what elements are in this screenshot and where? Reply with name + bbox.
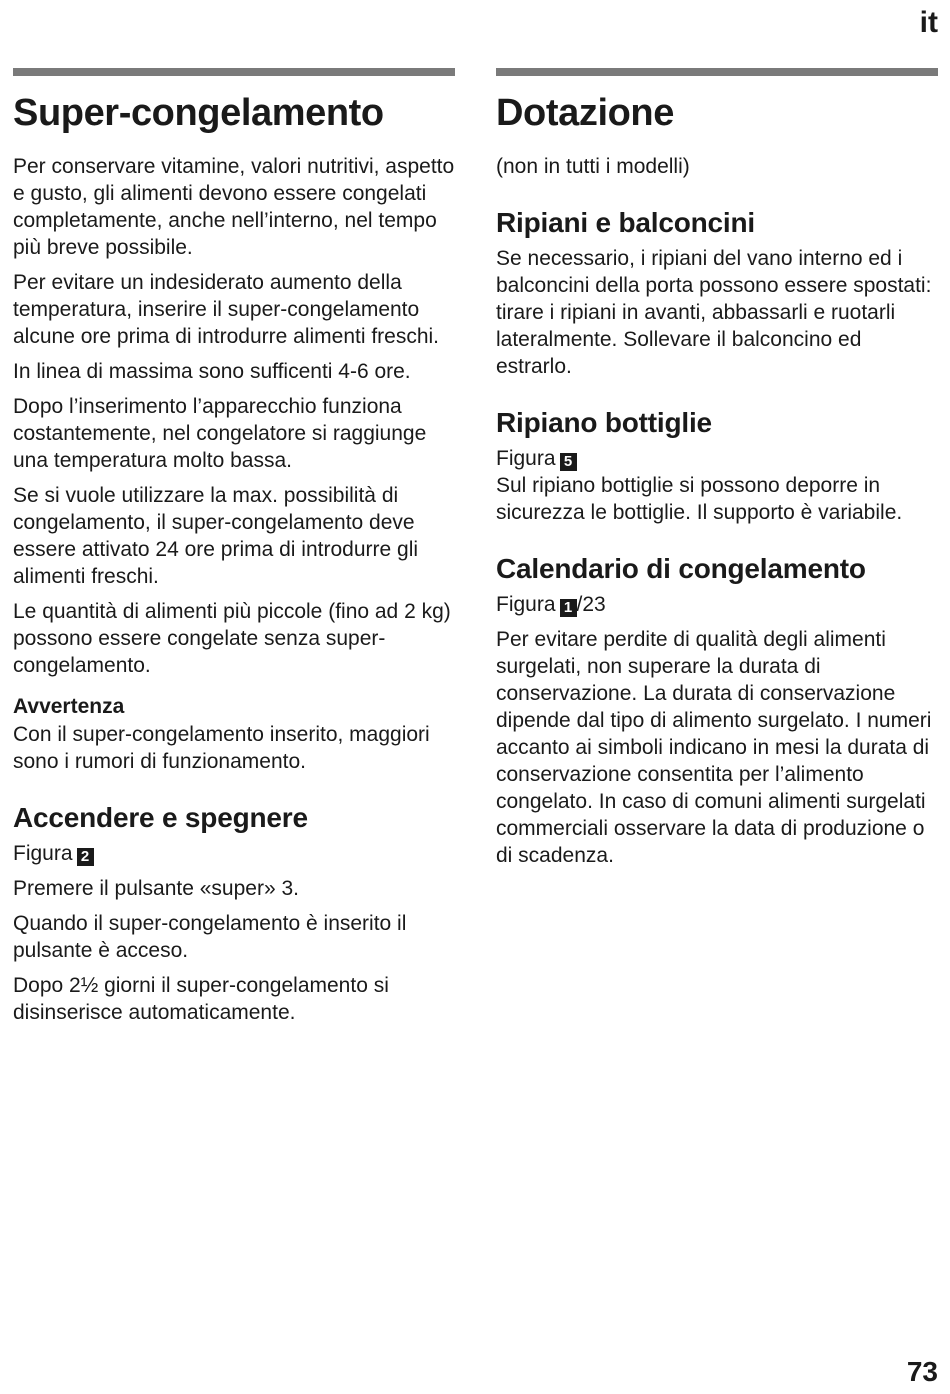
figure-label: Figura bbox=[13, 842, 73, 865]
figure-number-badge: 1 bbox=[560, 599, 577, 617]
figure-label: Figura bbox=[496, 593, 556, 616]
bottle-shelf-heading: Ripiano bottiglie bbox=[496, 407, 712, 438]
figure-label: Figura bbox=[496, 447, 556, 470]
section-rule bbox=[13, 68, 455, 76]
figure-suffix: /23 bbox=[576, 593, 606, 616]
calendar-text: Per evitare perdite di qualità degli alimenti surgelati, non superare la durata di conservazione. La durata di conservazione dipende dal tipo di alimento surgelato. I numeri accanto ai simboli indicano in mesi la durata di conservazione consentita per l’alimento congelato. In caso di comuni alimenti surgelati commerciali osservare la data di produzione o di scadenza. bbox=[496, 628, 932, 867]
paragraph: Dopo l’inserimento l’apparecchio funziona costantemente, nel congelatore si raggiunge una temperatura molto bassa. bbox=[13, 395, 427, 472]
page-number: 73 bbox=[906, 1356, 938, 1387]
left-column bbox=[13, 68, 455, 1034]
figure-reference bbox=[13, 840, 455, 867]
paragraph: Per conservare vitamine, valori nutritivi, aspetto e gusto, gli alimenti devono essere congelati completamente, anche nell’interno, nel tempo più breve possibile. bbox=[13, 155, 455, 259]
equipment-title: Dotazione bbox=[496, 92, 674, 134]
paragraph: Se si vuole utilizzare la max. possibilità di congelamento, il super-congelamento deve essere attivato 24 ore prima di introdurre gli alimenti freschi. bbox=[13, 484, 419, 588]
calendar-heading: Calendario di congelamento bbox=[496, 553, 866, 584]
paragraph: Quando il super-congelamento è inserito il pulsante è acceso. bbox=[13, 912, 407, 962]
figure-reference bbox=[496, 591, 938, 618]
paragraph: Dopo 2½ giorni il super-congelamento si disinserisce automaticamente. bbox=[13, 974, 389, 1024]
note-text: Con il super-congelamento inserito, maggiori sono i rumori di funzionamento. bbox=[13, 723, 430, 773]
super-freeze-title: Super-congelamento bbox=[13, 92, 384, 134]
figure-number-badge: 5 bbox=[560, 453, 577, 471]
shelves-heading: Ripiani e balconcini bbox=[496, 207, 755, 238]
shelves-text: Se necessario, i ripiani del vano interno ed i balconcini della porta possono essere spostati: tirare i ripiani in avanti, abbassarli e ruotarli lateralmente. Sollevare il balconcino ed estrarlo. bbox=[496, 247, 932, 378]
section-rule bbox=[496, 68, 938, 76]
on-off-heading: Accendere e spegnere bbox=[13, 802, 308, 833]
subtitle: (non in tutti i modelli) bbox=[496, 155, 690, 178]
paragraph: In linea di massima sono sufficenti 4-6 ore. bbox=[13, 360, 411, 383]
figure-reference bbox=[496, 445, 938, 472]
right-column bbox=[496, 68, 938, 877]
paragraph: Per evitare un indesiderato aumento della temperatura, inserire il super-congelamento alcune ore prima di introdurre alimenti freschi. bbox=[13, 271, 440, 348]
paragraph: Premere il pulsante «super» 3. bbox=[13, 877, 299, 900]
paragraph: Le quantità di alimenti più piccole (fino ad 2 kg) possono essere congelate senza super-congelamento. bbox=[13, 600, 451, 677]
bottle-shelf-text: Sul ripiano bottiglie si possono deporre in sicurezza le bottiglie. Il supporto è variabile. bbox=[496, 474, 903, 524]
note-heading: Avvertenza bbox=[13, 695, 125, 718]
language-code: it bbox=[919, 6, 938, 39]
figure-number-badge: 2 bbox=[77, 848, 94, 866]
